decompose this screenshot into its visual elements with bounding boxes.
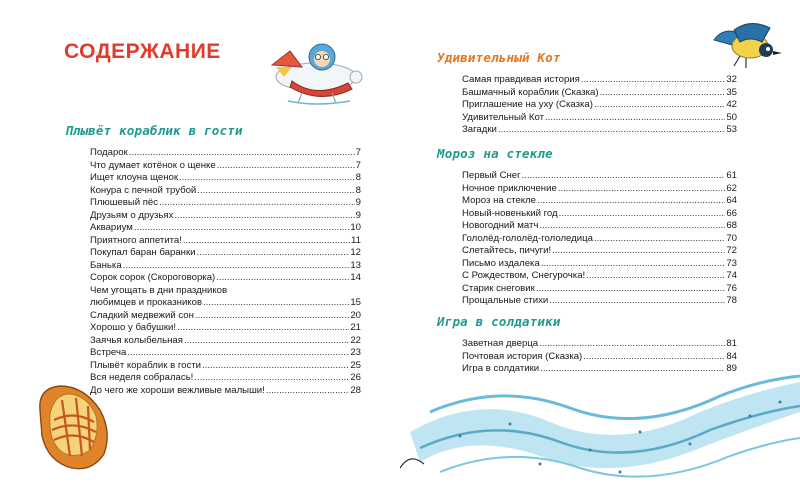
- dot-leader: [600, 87, 726, 100]
- section-title-igra-v-soldatiki: Игра в солдатики: [437, 314, 561, 329]
- toc-entry-page: 62: [726, 182, 737, 194]
- toc-entry-title: Письмо издалека: [462, 257, 540, 269]
- toc-entry-title: Сорок сорок (Скороговорка): [90, 272, 216, 283]
- toc-entry[interactable]: [90, 347, 361, 360]
- toc-entry-title: любимцев и проказников: [90, 297, 203, 308]
- dot-leader: [522, 170, 726, 183]
- dot-leader: [594, 233, 725, 246]
- toc-entry-title: С Рождеством, Снегурочка!: [462, 270, 586, 281]
- toc-entry-title: Плюшевый пёс: [90, 197, 159, 208]
- toc-entry-page: 72: [726, 245, 737, 256]
- toc-entry-title: Заветная дверца: [462, 338, 539, 349]
- toc-entry-page: 73: [726, 257, 737, 269]
- toc-entry-page: 13: [350, 259, 361, 271]
- dot-leader: [134, 222, 349, 235]
- dot-leader: [179, 172, 355, 185]
- dot-leader: [536, 283, 726, 296]
- dot-leader: [581, 74, 726, 87]
- toc-entry[interactable]: [462, 233, 737, 246]
- toc-entry-title: Покупал баран баранки: [90, 247, 196, 258]
- toc-entry[interactable]: [90, 310, 361, 323]
- toc-entry-title: Игра в солдатики: [462, 363, 540, 374]
- toc-entry[interactable]: [462, 112, 737, 125]
- toc-entry-title: Самая правдивая история: [462, 74, 580, 85]
- toc-list-right-3: [462, 338, 737, 376]
- toc-entry[interactable]: [90, 372, 361, 385]
- dot-leader: [183, 235, 350, 248]
- toc-entry-title: Удивительный Кот: [462, 111, 544, 123]
- toc-entry-page: 74: [726, 270, 737, 281]
- toc-entry-page: 8: [355, 184, 361, 196]
- toc-entry-page: 25: [350, 359, 361, 371]
- toc-entry[interactable]: [462, 363, 737, 376]
- toc-entry-page: 20: [350, 309, 361, 321]
- toc-entry[interactable]: [462, 74, 737, 87]
- toc-entry[interactable]: [462, 220, 737, 233]
- toc-entry-page: 61: [726, 170, 737, 181]
- toc-entry[interactable]: [90, 147, 361, 160]
- toc-entry-title: Заячья колыбельная: [90, 334, 183, 346]
- dot-leader: [174, 210, 354, 223]
- toc-entry-title: Что думает котёнок о щенке: [90, 159, 216, 171]
- toc-entry-page: 68: [726, 220, 737, 231]
- toc-entry-page: 53: [726, 124, 737, 135]
- toc-entry[interactable]: [90, 172, 361, 185]
- toc-entry-page: 26: [350, 372, 361, 383]
- dot-leader: [129, 147, 355, 160]
- dot-leader: [217, 160, 355, 173]
- toc-entry-page: 84: [726, 350, 737, 362]
- toc-entry-page: 23: [350, 347, 361, 358]
- toc-entry-title: Башмачный кораблик (Сказка): [462, 86, 599, 98]
- dot-leader: [583, 351, 725, 364]
- dot-leader: [541, 258, 726, 271]
- toc-entry-title: Друзьям о друзьях: [90, 209, 174, 221]
- toc-entry-title: Мороз на стекле: [462, 195, 537, 206]
- page-title: СОДЕРЖАНИЕ: [64, 40, 221, 63]
- toc-entry-page: 7: [355, 159, 361, 171]
- toc-entry-page: 21: [350, 322, 361, 333]
- dot-leader: [177, 322, 349, 335]
- dot-leader: [203, 297, 349, 310]
- toc-entry[interactable]: [462, 295, 737, 308]
- toc-entry[interactable]: [90, 235, 361, 248]
- toc-entry[interactable]: [90, 285, 361, 298]
- dot-leader: [539, 338, 725, 351]
- toc-entry-page: 11: [351, 234, 361, 246]
- toc-entry[interactable]: [90, 222, 361, 235]
- dot-leader: [540, 363, 725, 376]
- toc-entry-page: 35: [726, 86, 737, 98]
- toc-entry-page: 8: [355, 172, 361, 183]
- toc-entry-title: Аквариум: [90, 222, 133, 233]
- toc-entry[interactable]: [90, 297, 361, 310]
- toc-entry[interactable]: [462, 183, 737, 196]
- bird-illustration: [706, 12, 786, 72]
- toc-entry[interactable]: [462, 99, 737, 112]
- toc-entry-title: Старик снеговик: [462, 282, 535, 294]
- dot-leader: [537, 195, 725, 208]
- dot-leader: [197, 185, 354, 198]
- toc-list-right-1: [462, 74, 737, 137]
- dot-leader: [197, 247, 350, 260]
- dot-leader: [184, 335, 349, 348]
- toc-entry[interactable]: [90, 160, 361, 173]
- toc-list-left: [90, 147, 361, 397]
- toc-entry[interactable]: [90, 272, 361, 285]
- section-title-udivitelny-kot: Удивительный Кот: [437, 50, 561, 65]
- dot-leader: [552, 245, 725, 258]
- dot-leader: [216, 272, 349, 285]
- dot-leader: [123, 260, 350, 273]
- toc-entry[interactable]: [462, 258, 737, 271]
- toc-entry-title: Новый-новенький год: [462, 207, 558, 219]
- toc-entry[interactable]: [90, 247, 361, 260]
- dot-leader: [266, 385, 350, 398]
- toc-entry-page: 22: [350, 334, 361, 346]
- toc-entry[interactable]: [462, 195, 737, 208]
- dot-leader: [558, 183, 726, 196]
- toc-entry-page: 42: [726, 99, 737, 110]
- dot-leader: [594, 99, 725, 112]
- toc-entry[interactable]: [462, 338, 737, 351]
- toc-entry[interactable]: [462, 208, 737, 221]
- toc-entry[interactable]: [462, 351, 737, 364]
- toc-entry-page: 10: [350, 222, 361, 233]
- toc-entry-page: 7: [355, 147, 361, 158]
- dot-leader: [539, 220, 725, 233]
- toc-entry-page: 32: [726, 74, 737, 85]
- toc-entry-title: Ищет клоуна щенок: [90, 172, 179, 183]
- toc-list-right-2: [462, 170, 737, 308]
- section-title-plyvet-korablik: Плывёт кораблик в гости: [65, 123, 243, 138]
- toc-entry-page: 81: [726, 338, 737, 349]
- toc-entry-title: Банька: [90, 259, 122, 271]
- toc-entry[interactable]: [90, 197, 361, 210]
- dot-leader: [159, 197, 355, 210]
- toc-entry-title: До чего же хороши вежливые малыши!: [90, 384, 265, 396]
- dot-leader: [545, 112, 725, 125]
- toc-entry-title: Чем угощать в дни праздников: [90, 284, 228, 296]
- toc-entry-title: Новогодний матч: [462, 220, 539, 231]
- dot-leader: [127, 347, 349, 360]
- toc-entry[interactable]: [90, 360, 361, 373]
- toc-entry-page: 28: [350, 384, 361, 396]
- toc-entry-page: 9: [355, 209, 361, 221]
- toc-entry[interactable]: [462, 170, 737, 183]
- toc-entry-title: Конура с печной трубой: [90, 184, 197, 196]
- toc-entry-title: Ночное приключение: [462, 182, 557, 194]
- toc-entry-title: Хорошо у бабушки!: [90, 322, 177, 333]
- dot-leader: [498, 124, 725, 137]
- toc-entry[interactable]: [462, 245, 737, 258]
- toc-entry[interactable]: [90, 185, 361, 198]
- dot-leader: [549, 295, 725, 308]
- toc-entry-title: Встреча: [90, 347, 127, 358]
- toc-entry-title: Приятного аппетита!: [90, 234, 182, 246]
- toc-entry[interactable]: [90, 322, 361, 335]
- toc-entry-title: Плывёт кораблик в гости: [90, 359, 202, 371]
- toc-entry-title: Загадки: [462, 124, 497, 135]
- toc-entry[interactable]: [90, 260, 361, 273]
- dot-leader: [194, 372, 349, 385]
- toc-entry-title: Приглашение на уху (Сказка): [462, 99, 593, 110]
- toc-entry-title: Почтовая история (Сказка): [462, 350, 583, 362]
- toc-entry[interactable]: [462, 270, 737, 283]
- toc-entry-page: 12: [350, 247, 361, 258]
- toc-entry-page: 66: [726, 207, 737, 219]
- toc-entry-title: Сладкий медвежий сон: [90, 309, 194, 321]
- toc-entry-title: Прощальные стихи: [462, 295, 549, 306]
- dot-leader: [195, 310, 349, 323]
- dot-leader: [202, 360, 349, 373]
- toc-entry-page: 14: [350, 272, 361, 283]
- toc-entry-page: 76: [726, 282, 737, 294]
- toc-entry-title: Слетайтесь, пичуги!: [462, 245, 552, 256]
- toc-entry[interactable]: [462, 283, 737, 296]
- toc-entry-page: 9: [355, 197, 361, 208]
- wave-illustration: [400, 372, 800, 489]
- toc-entry-page: 64: [726, 195, 737, 206]
- toc-entry-page: 70: [726, 232, 737, 244]
- toc-entry[interactable]: [90, 385, 361, 398]
- toc-entry-title: Подарок: [90, 147, 128, 158]
- toc-entry-title: Вся неделя собралась!: [90, 372, 194, 383]
- toc-entry-page: 50: [726, 111, 737, 123]
- toc-entry-page: 15: [350, 297, 361, 308]
- toc-entry-page: 89: [726, 363, 737, 374]
- toc-entry[interactable]: [462, 124, 737, 137]
- toc-entry-page: 78: [726, 295, 737, 306]
- section-title-moroz-na-stekle: Мороз на стекле: [437, 146, 553, 161]
- dot-leader: [586, 270, 725, 283]
- toc-entry-title: Гололёд-гололёд-гололедица: [462, 232, 593, 244]
- dot-leader: [559, 208, 726, 221]
- toc-entry[interactable]: [462, 87, 737, 100]
- toc-entry[interactable]: [90, 335, 361, 348]
- toc-entry[interactable]: [90, 210, 361, 223]
- toc-entry-title: Первый Снег: [462, 170, 521, 181]
- airplane-illustration: [262, 27, 370, 107]
